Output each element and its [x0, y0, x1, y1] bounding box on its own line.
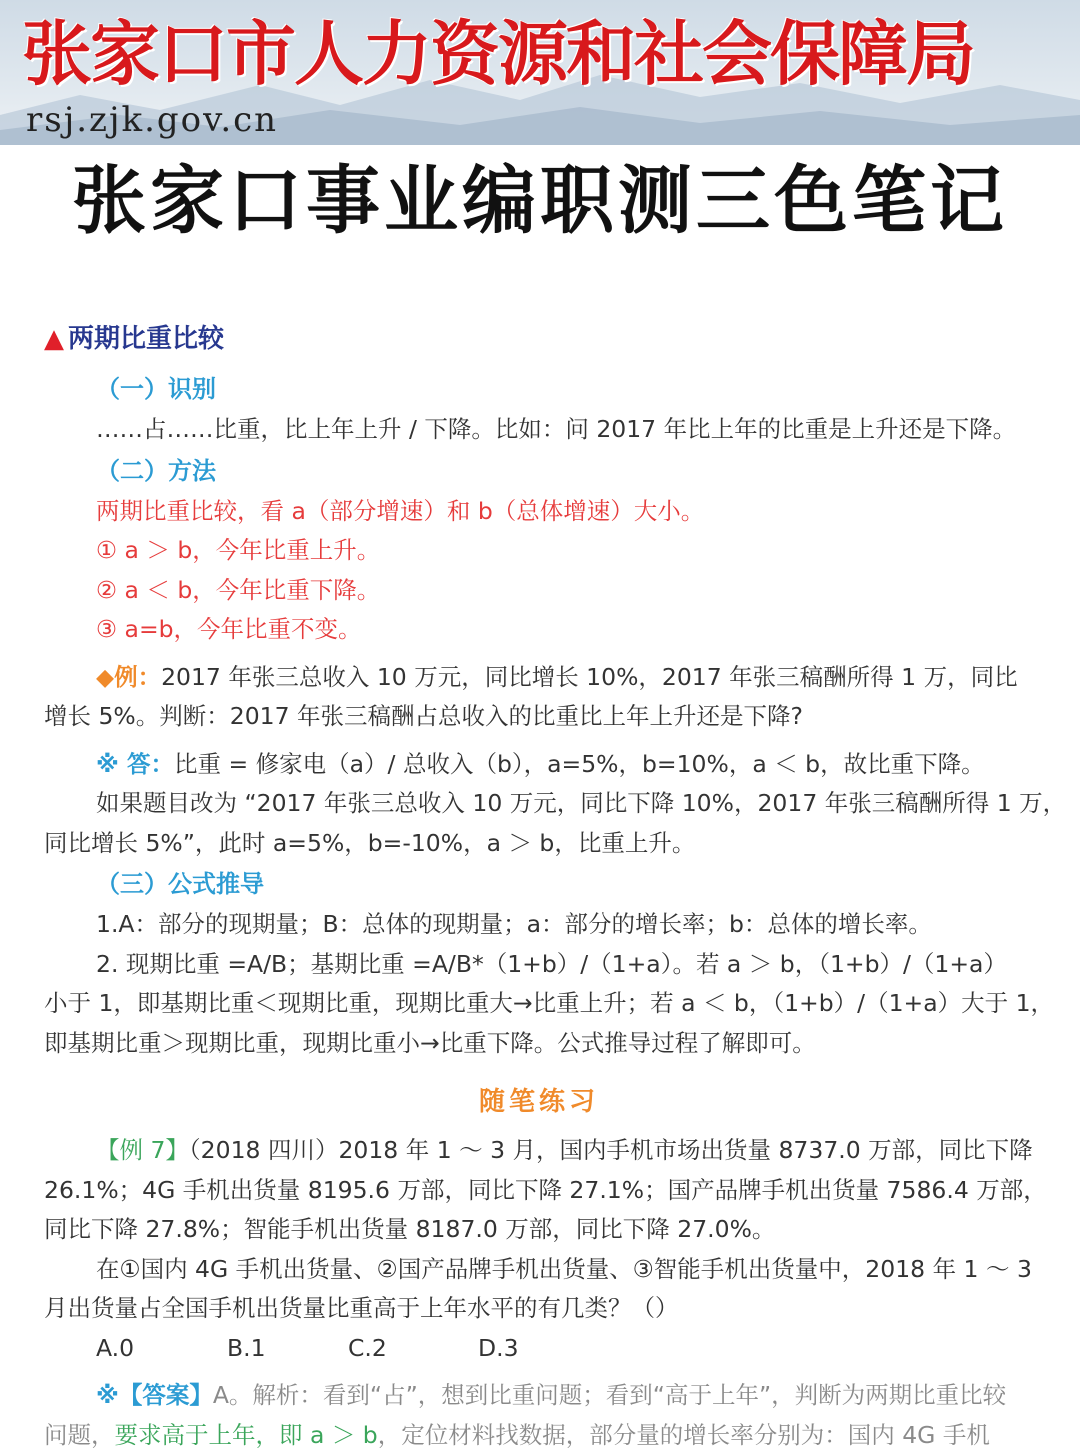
triangle-icon: ▲ [44, 324, 64, 354]
variant-line-2: 同比增长 5%”，此时 a=5%，b=-10%，a ＞ b，比重上升。 [44, 824, 1034, 864]
option-b: B.1 [227, 1329, 348, 1369]
example-label: ◆例： [96, 663, 161, 691]
question-text-1: （2018 四川）2018 年 1 ～ 3 月，国内手机市场出货量 8737.0 万部，同比下降 [189, 1136, 1033, 1164]
option-d: D.3 [478, 1329, 519, 1369]
answer-label: ※ 答： [96, 750, 174, 778]
question-line-5: 月出货量占全国手机出货量比重高于上年水平的有几类？（） [44, 1289, 1034, 1329]
notes-content [44, 318, 1034, 1455]
solution-line-2 [44, 1416, 1034, 1455]
formula-line-1: 1.A：部分的现期量；B：总体的现期量；a：部分的增长率；b：总体的增长率。 [44, 905, 1034, 945]
bureau-url: rsj.zjk.gov.cn [26, 100, 278, 140]
question-line-4: 在①国内 4G 手机出货量、②国产品牌手机出货量、③智能手机出货量中，2018 年 1 ～ 3 [44, 1250, 1034, 1290]
option-c: C.2 [348, 1329, 478, 1369]
method-rule-2: ② a ＜ b，今年比重下降。 [44, 571, 1034, 611]
identify-text: ……占……比重，比上年上升 / 下降。比如：问 2017 年比上年的比重是上升还是下降。 [44, 410, 1034, 450]
section-title: 两期比重比较 [68, 324, 224, 354]
solution-label: ※【答案】 [96, 1381, 213, 1409]
method-intro: 两期比重比较，看 a（部分增速）和 b（总体增速）大小。 [44, 492, 1034, 532]
option-a: A.0 [96, 1329, 227, 1369]
solution-cut-highlight: 要求高于上年，即 a ＞ b [115, 1421, 378, 1449]
identify-heading: （一）识别 [44, 368, 1034, 410]
solution-cut-end: ，定位材料找数据，部分量的增长率分别为：国内 4G 手机 [378, 1421, 990, 1449]
variant-line-1: 如果题目改为 “2017 年张三总收入 10 万元，同比下降 10%，2017 年张三稿酬所得 1 万， [44, 784, 1034, 824]
formula-line-2: 2. 现期比重 =A/B；基期比重 =A/B*（1+b）/（1+a）。若 a ＞ b，（1+b）/（1+a） [44, 945, 1034, 985]
header-banner [0, 0, 1080, 145]
answer-options [44, 1329, 1034, 1369]
page-title: 张家口事业编职测三色笔记 [0, 158, 1080, 244]
example-line-1 [44, 658, 1034, 698]
formula-line-4: 即基期比重＞现期比重，现期比重小→比重下降。公式推导过程了解即可。 [44, 1024, 1034, 1064]
section-heading [44, 318, 1034, 360]
question-line-2: 26.1%；4G 手机出货量 8195.6 万部，同比下降 27.1%；国产品牌手机出货量 7586.4 万部， [44, 1171, 1034, 1211]
answer-text: 比重 = 修家电（a）/ 总收入（b），a=5%，b=10%，a ＜ b，故比重下降。 [174, 750, 985, 778]
bureau-name: 张家口市人力资源和社会保障局 [22, 14, 974, 94]
solution-cut-start: 问题， [44, 1421, 115, 1449]
example-number-label: 【例 7】 [96, 1136, 189, 1164]
example-text-1: 2017 年张三总收入 10 万元，同比增长 10%，2017 年张三稿酬所得 1 万，同比 [161, 663, 1018, 691]
method-rule-1: ① a ＞ b，今年比重上升。 [44, 531, 1034, 571]
formula-line-3: 小于 1，即基期比重＜现期比重，现期比重大→比重上升；若 a ＜ b，（1+b）/（1+a）大于 1， [44, 984, 1034, 1024]
solution-line-1 [44, 1376, 1034, 1416]
example-line-2: 增长 5%。判断：2017 年张三稿酬占总收入的比重比上年上升还是下降? [44, 697, 1034, 737]
practice-heading: 随笔练习 [44, 1077, 1034, 1127]
solution-text: A。解析：看到“占”，想到比重问题；看到“高于上年”，判断为两期比重比较 [213, 1381, 1006, 1409]
method-heading: （二）方法 [44, 450, 1034, 492]
formula-heading: （三）公式推导 [44, 863, 1034, 905]
question-line-3: 同比下降 27.8%；智能手机出货量 8187.0 万部，同比下降 27.0%。 [44, 1210, 1034, 1250]
method-rule-3: ③ a=b，今年比重不变。 [44, 610, 1034, 650]
question-line-1 [44, 1131, 1034, 1171]
answer-line [44, 745, 1034, 785]
